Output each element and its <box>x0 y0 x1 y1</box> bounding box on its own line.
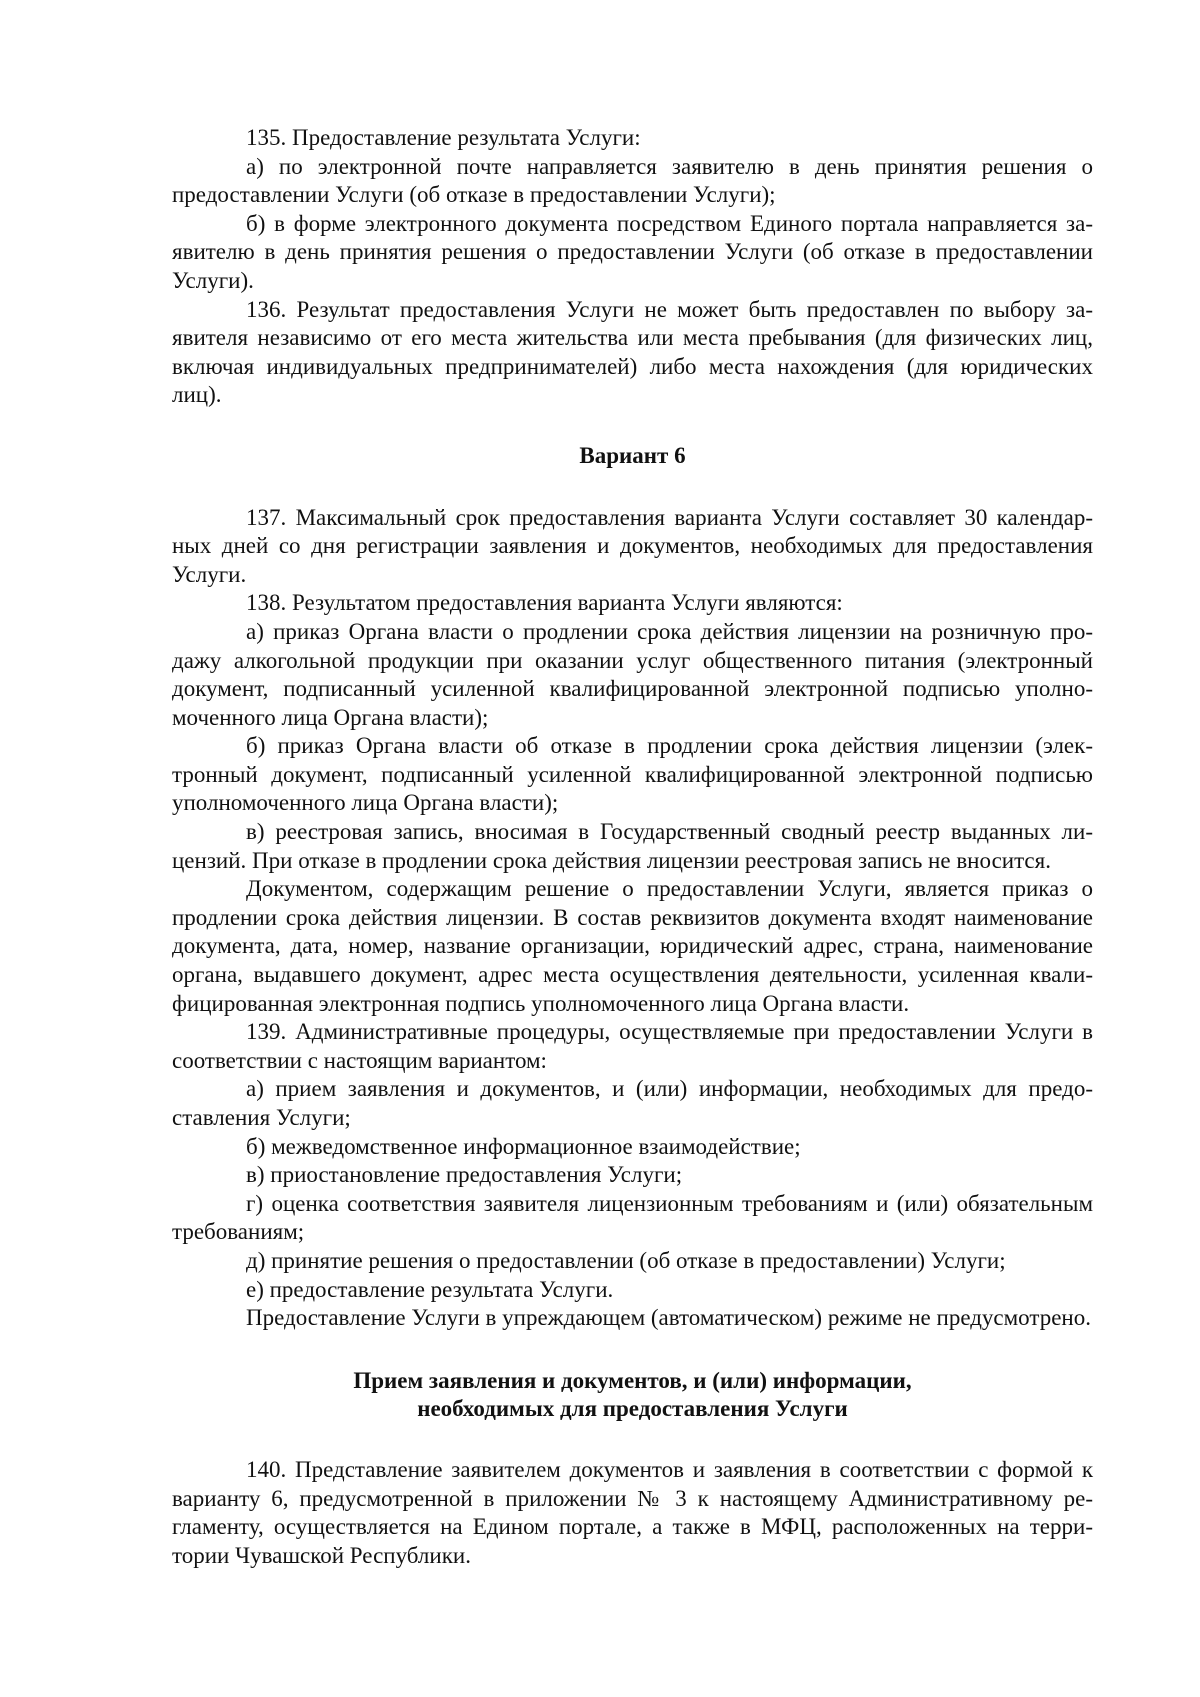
paragraph-136: 136. Результат предоставления Услуги не может быть предоставлен по выбору заявителя независимо от его места жительства или места пребывания (для физических лиц, включая индивидуальных предпринимателей) либо места нахождения (для юридических лиц). <box>172 296 1093 408</box>
paragraph-139-d: д) принятие решения о предоставлении (об отказе в предоставлении) Услуги; <box>246 1247 1006 1273</box>
paragraph-135-b: б) в форме электронного документа посредством Единого портала направляется заявителю в день принятия решения о предоставлении Услуги (об отказе в предоставлении Услуги). <box>172 210 1093 293</box>
paragraph-139: 139. Административные процедуры, осуществляемые при предоставлении Услуги в соответствии с настоящим вариантом: <box>172 1019 1093 1073</box>
heading-section-line-2: необходимых для предоставления Услуги <box>417 1396 848 1422</box>
heading-section-application <box>172 1367 1093 1424</box>
paragraph-140: 140. Представление заявителем документов и заявления в соответствии с формой к варианту 6, предусмотренной в приложении № 3 к настоящему Административному регламенту, осуществляется на Едином портале, а также в МФЦ, расположенных на территории Чувашской Республики. <box>172 1456 1093 1568</box>
paragraph-139-v: в) приостановление предоставления Услуги; <box>246 1162 683 1188</box>
paragraph-139-a: а) прием заявления и документов, и (или) информации, необходимых для предоставления Услуги; <box>172 1076 1093 1130</box>
paragraph-137: 137. Максимальный срок предоставления варианта Услуги составляет 30 календарных дней со дня регистрации заявления и документов, необходимых для предоставления Услуги. <box>172 504 1093 587</box>
paragraph-135: 135. Предоставление результата Услуги: <box>246 125 641 150</box>
paragraph-139-g: г) оценка соответствия заявителя лицензионным требованиям и (или) обязательным требованиям; <box>172 1190 1093 1245</box>
paragraph-138-a: а) приказ Органа власти о продлении срока действия лицензии на розничную продажу алкогольной продукции при оказании услуг общественного питания (электронный документ, подписанный усиленной квалифицированной электронной подписью уполномоченного лица Органа власти); <box>172 618 1093 730</box>
paragraph-138: 138. Результатом предоставления варианта Услуги являются: <box>246 590 843 616</box>
paragraph-decision-document: Документом, содержащим решение о предоставлении Услуги, является приказ о продлении срока действия лицензии. В состав реквизитов документа входят наименование документа, дата, номер, название организации, юридический адрес, страна, наименование органа, выдавшего документ, адрес места осуществления деятельности, усиленная квалифицированная электронная подпись уполномоченного лица Органа власти. <box>172 876 1093 1016</box>
paragraph-139-b: б) межведомственное информационное взаимодействие; <box>246 1133 801 1159</box>
paragraph-138-b: б) приказ Органа власти об отказе в продлении срока действия лицензии (электронный документ, подписанный усиленной квалифицированной электронной подписью уполномоченного лица Органа власти); <box>172 733 1093 816</box>
paragraph-135-a: а) по электронной почте направляется заявителю в день принятия решения о предоставлении Услуги (об отказе в предоставлении Услуги); <box>172 153 1093 208</box>
paragraph-138-v: в) реестровая запись, вносимая в Государственный сводный реестр выданных лицензий. При отказе в продлении срока действия лицензии реестровая запись не вносится. <box>172 819 1093 873</box>
paragraph-proactive-mode: Предоставление Услуги в упреждающем (автоматическом) режиме не предусмотрено. <box>246 1305 1091 1331</box>
heading-section-line-1: Прием заявления и документов, и (или) информации, <box>353 1367 912 1393</box>
heading-variant-6: Вариант 6 <box>579 442 686 468</box>
paragraph-139-e: е) предоставление результата Услуги. <box>246 1276 614 1302</box>
